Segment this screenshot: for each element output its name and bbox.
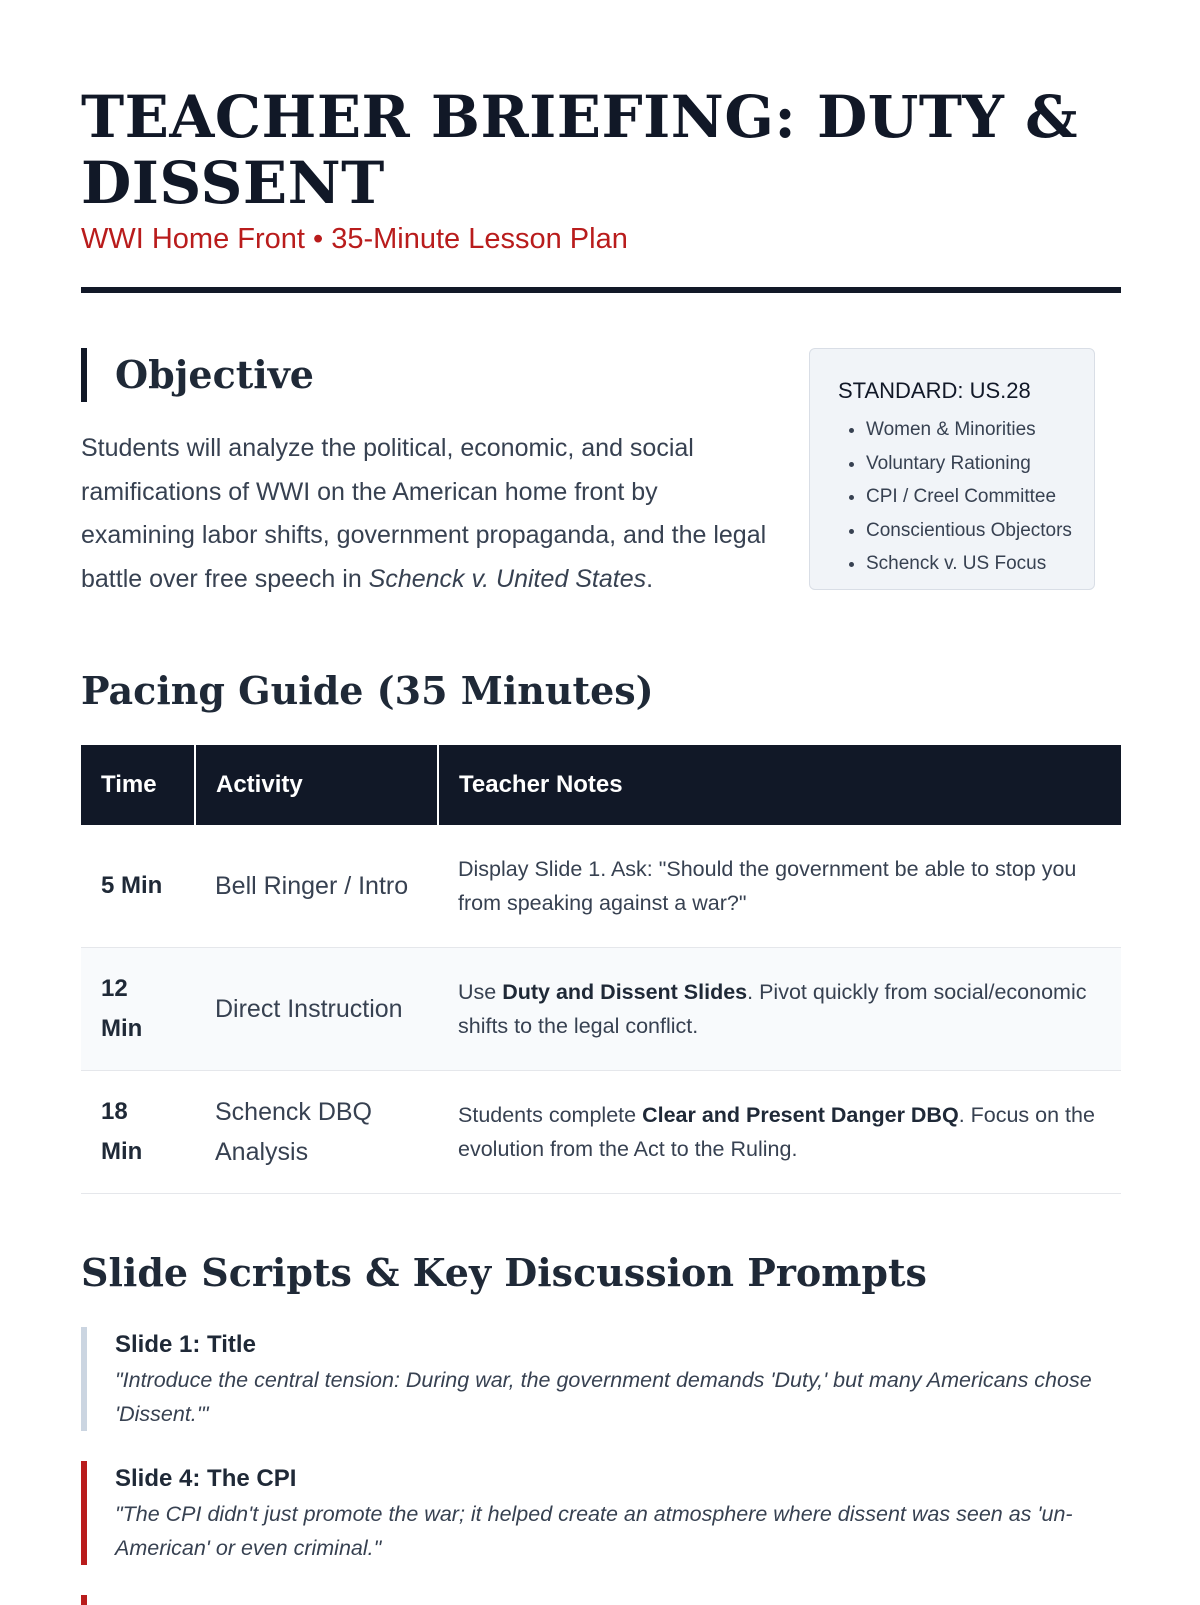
- slide-script-item: [81, 1327, 1155, 1431]
- notes-text: . Focus on the evolution from the Act to the Ruling.: [458, 1103, 1095, 1161]
- notes-text: . Pivot quickly from social/economic shifts to the legal conflict.: [458, 980, 1087, 1038]
- pacing-table: [81, 745, 1121, 1194]
- table-row: [81, 825, 1121, 948]
- notes-bold: Duty and Dissent Slides: [502, 980, 748, 1004]
- slide-script-quote: "The CPI didn't just promote the war; it helped create an atmosphere where dissent was seen as 'un-American' or even criminal.": [115, 1502, 1073, 1560]
- notes-text: Use: [458, 980, 503, 1004]
- page-title: TEACHER BRIEFING: DUTY & DISSENT: [81, 83, 1078, 217]
- objective-case-name: Schenck v. United States: [368, 564, 647, 593]
- activity-cell: Direct Instruction: [195, 948, 438, 1071]
- slide-script-quote: "Introduce the central tension: During war, the government demands 'Duty,' but many Americans chose 'Dissent.'": [115, 1368, 1092, 1426]
- standard-title: STANDARD: US.28: [838, 378, 1031, 403]
- slide-script-item: [81, 1461, 1155, 1565]
- objective-text-body: Students will analyze the political, economic, and social ramifications of WWI on the American home front by examining labor shifts, government propaganda, and the legal battle over free speech in: [81, 434, 767, 593]
- slide-script-title: Slide 1: Title: [115, 1331, 256, 1358]
- notes-bold: Clear and Present Danger DBQ: [642, 1103, 959, 1127]
- table-row: [81, 948, 1121, 1071]
- activity-cell: Bell Ringer / Intro: [195, 825, 438, 948]
- notes-text: Display Slide 1. Ask: "Should the government be able to stop you from speaking against a war?": [458, 857, 1077, 915]
- time-cell: 18 Min: [81, 1071, 195, 1194]
- standard-item: • Voluntary Rationing: [866, 447, 1094, 481]
- objective-heading: Objective: [81, 348, 314, 402]
- standard-item: • CPI / Creel Committee: [866, 480, 1094, 514]
- standard-list: [838, 413, 1094, 581]
- objective-text-end: .: [646, 564, 654, 593]
- table-row: [81, 1071, 1121, 1194]
- time-cell: 5 Min: [81, 825, 195, 948]
- notes-cell: [438, 948, 1121, 1071]
- standard-box: [809, 348, 1095, 590]
- page-subtitle: WWI Home Front • 35-Minute Lesson Plan: [81, 223, 628, 255]
- objective-text: [81, 427, 771, 601]
- slide-script-item-partial: [81, 1595, 1155, 1605]
- standard-item: • Schenck v. US Focus: [866, 547, 1094, 581]
- slide-script-title: Slide 4: The CPI: [115, 1465, 297, 1492]
- activity-cell: Schenck DBQ Analysis: [195, 1071, 438, 1194]
- column-header-notes: Teacher Notes: [438, 745, 1121, 825]
- column-header-activity: Activity: [195, 745, 438, 825]
- standard-item: • Women & Minorities: [866, 413, 1094, 447]
- column-header-time: Time: [81, 745, 195, 825]
- table-header-row: [81, 745, 1121, 825]
- slides-heading: Slide Scripts & Key Discussion Prompts: [81, 1250, 927, 1295]
- pacing-heading: Pacing Guide (35 Minutes): [81, 668, 654, 713]
- time-cell: 12 Min: [81, 948, 195, 1071]
- notes-text: Students complete: [458, 1103, 643, 1127]
- notes-cell: [438, 1071, 1121, 1194]
- standard-item: • Conscientious Objectors: [866, 514, 1094, 548]
- header-divider: [81, 287, 1121, 293]
- lesson-plan-page: [81, 0, 1121, 1560]
- notes-cell: [438, 825, 1121, 948]
